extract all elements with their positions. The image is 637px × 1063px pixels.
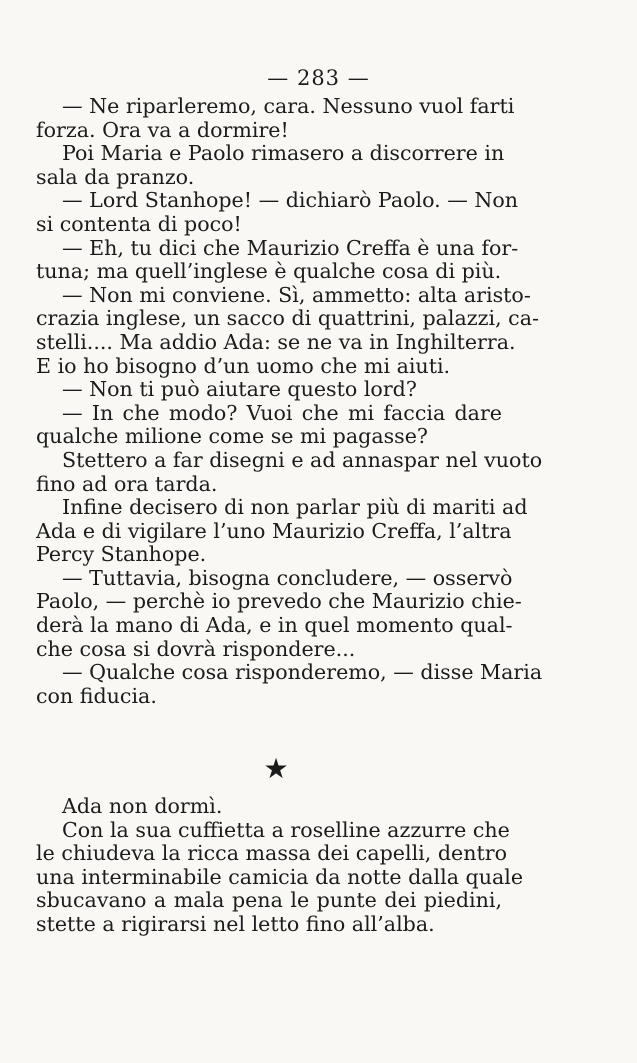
- text-line: una interminabile camicia da notte dalla quale: [36, 864, 524, 889]
- page-number: — 283 —: [267, 66, 370, 90]
- text-line: Poi Maria e Paolo rimasero a discorrere in: [62, 141, 505, 166]
- text-line: sbucavano a mala pena le punte dei piedini,: [36, 888, 502, 913]
- text-line: sala da pranzo.: [36, 164, 195, 189]
- text-line: si contenta di poco!: [36, 211, 242, 236]
- text-line: tuna; ma quell’inglese è qualche cosa di più.: [36, 259, 502, 284]
- text-line: — Qualche cosa risponderemo, — disse Maria: [62, 660, 543, 685]
- text-line: Ada non dormì.: [62, 794, 223, 818]
- text-line: — Eh, tu dici che Maurizio Creffa è una for-: [62, 235, 519, 260]
- text-line: che cosa si dovrà rispondere...: [36, 636, 356, 661]
- text-line: Ada e di vigilare l’uno Maurizio Creffa, l’altra: [36, 518, 512, 543]
- text-line: stette a rigirarsi nel letto fino all’alba.: [36, 911, 435, 936]
- section-separator: ★: [263, 752, 289, 785]
- text-line: Stettero a far disegni e ad annaspar nel vuoto: [62, 447, 543, 472]
- text-line: con fiducia.: [36, 683, 157, 708]
- text-line: stelli.... Ma addio Ada: se ne va in Inghilterra.: [36, 329, 516, 354]
- body-text-continued: [36, 794, 524, 937]
- text-line: Percy Stanhope.: [36, 542, 207, 567]
- text-line: le chiudeva la ricca massa dei capelli, dentro: [36, 841, 507, 866]
- text-line: — In che modo? Vuoi che mi faccia dare: [62, 400, 502, 425]
- text-line: Paolo, — perchè io prevedo che Maurizio chie-: [36, 589, 522, 614]
- text-line: E io ho bisogno d’un uomo che mi aiuti.: [36, 353, 451, 378]
- text-line: — Tuttavia, bisogna concludere, — osservò: [62, 565, 513, 590]
- text-line: qualche milione come se mi pagasse?: [36, 424, 428, 449]
- text-line: Infine decisero di non parlar più di mariti ad: [62, 495, 528, 520]
- text-line: derà la mano di Ada, e in quel momento qual-: [36, 613, 513, 638]
- text-line: — Non ti può aiutare questo lord?: [62, 377, 417, 402]
- text-line: — Non mi conviene. Sì, ammetto: alta aristo-: [62, 282, 531, 307]
- text-line: — Lord Stanhope! — dichiarò Paolo. — Non: [62, 188, 519, 213]
- text-line: forza. Ora va a dormire!: [36, 117, 289, 142]
- text-line: — Ne riparleremo, cara. Nessuno vuol farti: [62, 94, 515, 118]
- text-line: Con la sua cuffietta a roselline azzurre che: [62, 817, 510, 842]
- text-line: crazia inglese, un sacco di quattrini, palazzi, ca-: [36, 306, 539, 331]
- body-text: [36, 94, 543, 708]
- text-line: fino ad ora tarda.: [36, 471, 218, 496]
